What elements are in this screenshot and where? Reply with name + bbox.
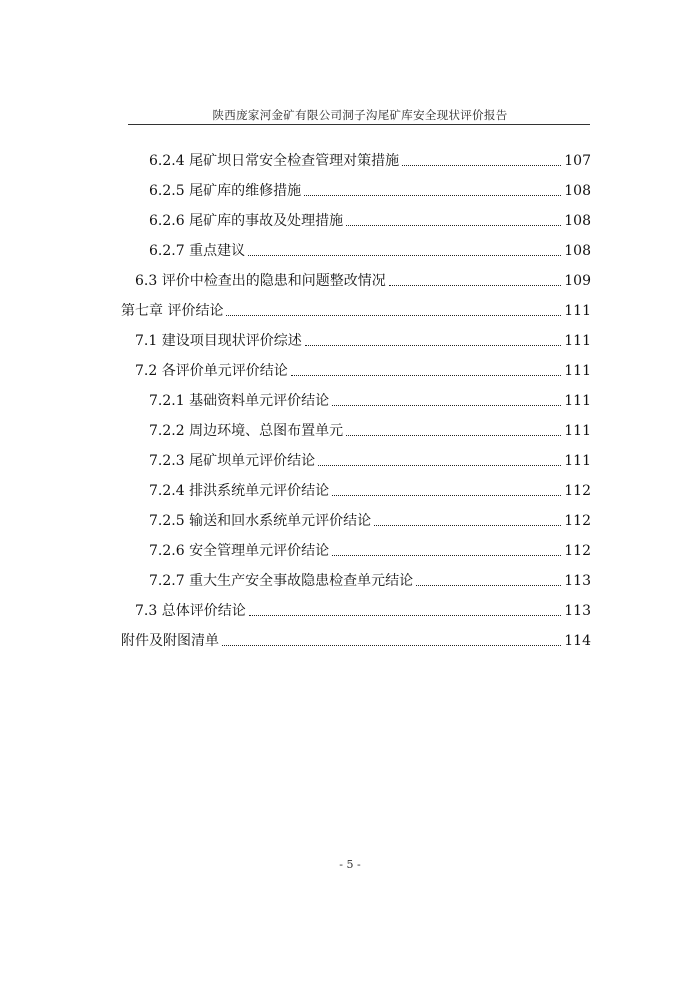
toc-entry[interactable] (149, 440, 591, 470)
toc-entry[interactable] (149, 530, 591, 560)
toc-entry-label: 6.2.7 重点建议 (149, 243, 246, 259)
toc-entry-label: 7.2.2 周边环境、总图布置单元 (149, 423, 344, 439)
toc-leader-dots (346, 225, 561, 226)
page-number: - 5 - (339, 858, 361, 871)
toc-entry-page: 109 (564, 273, 591, 289)
toc-entry-label: 7.3 总体评价结论 (135, 603, 246, 619)
toc-entry-page: 111 (564, 333, 591, 349)
toc-entry[interactable] (121, 620, 591, 650)
toc-entry-page: 111 (564, 393, 591, 409)
toc-entry-page: 113 (564, 573, 591, 589)
toc-entry[interactable] (149, 500, 591, 530)
toc-leader-dots (318, 465, 561, 466)
toc-leader-dots (305, 345, 562, 346)
toc-leader-dots (332, 405, 561, 406)
toc-leader-dots (332, 555, 561, 556)
toc-entry-page: 112 (564, 513, 591, 529)
toc-leader-dots (248, 255, 561, 256)
toc-leader-dots (402, 165, 561, 166)
toc-entry-page: 111 (564, 423, 591, 439)
toc-entry[interactable] (135, 350, 591, 380)
toc-entry-page: 108 (564, 213, 591, 229)
toc-entry-label: 7.2.3 尾矿坝单元评价结论 (149, 453, 316, 469)
header-rule (128, 124, 590, 125)
toc-entry[interactable] (135, 590, 591, 620)
toc-entry[interactable] (149, 170, 591, 200)
toc-entry[interactable] (135, 320, 591, 350)
toc-entry-label: 附件及附图清单 (121, 633, 219, 649)
toc-leader-dots (332, 495, 561, 496)
toc-entry-label: 6.2.6 尾矿库的事故及处理措施 (149, 213, 344, 229)
toc-entry-label: 6.2.4 尾矿坝日常安全检查管理对策措施 (149, 153, 400, 169)
toc-leader-dots (389, 285, 562, 286)
toc-entry[interactable] (149, 410, 591, 440)
toc-entry-page: 107 (564, 153, 591, 169)
toc-entry-page: 112 (564, 543, 591, 559)
toc-entry[interactable] (149, 140, 591, 170)
toc-entry[interactable] (135, 260, 591, 290)
toc-entry[interactable] (121, 290, 591, 320)
toc-entry[interactable] (149, 380, 591, 410)
toc-entry-page: 113 (564, 603, 591, 619)
toc-entry-label: 7.2.5 输送和回水系统单元评价结论 (149, 513, 372, 529)
toc-entry-label: 6.3 评价中检查出的隐患和问题整改情况 (135, 273, 386, 289)
toc-entry-page: 111 (564, 363, 591, 379)
toc-leader-dots (304, 195, 561, 196)
toc-leader-dots (222, 645, 561, 646)
toc-entry-label: 7.2.7 重大生产安全事故隐患检查单元结论 (149, 573, 414, 589)
toc-entry-label: 7.2 各评价单元评价结论 (135, 363, 288, 379)
toc-entry-page: 111 (564, 303, 591, 319)
toc-entry[interactable] (149, 230, 591, 260)
toc-entry-page: 108 (564, 243, 591, 259)
toc-leader-dots (226, 315, 561, 316)
toc-entry-page: 111 (564, 453, 591, 469)
toc-entry-label: 第七章 评价结论 (121, 303, 224, 319)
running-header: 陕西庞家河金矿有限公司洞子沟尾矿库安全现状评价报告 (212, 108, 508, 122)
toc-entry-page: 112 (564, 483, 591, 499)
toc-leader-dots (291, 375, 562, 376)
toc-entry-page: 114 (564, 633, 591, 649)
toc-entry-label: 7.2.4 排洪系统单元评价结论 (149, 483, 330, 499)
toc-entry[interactable] (149, 200, 591, 230)
toc-entry-page: 108 (564, 183, 591, 199)
toc-leader-dots (346, 435, 561, 436)
toc-entry-label: 7.2.6 安全管理单元评价结论 (149, 543, 330, 559)
toc-entry-label: 7.1 建设项目现状评价综述 (135, 333, 302, 349)
toc-entry[interactable] (149, 470, 591, 500)
toc-leader-dots (374, 525, 561, 526)
toc-entry-label: 6.2.5 尾矿库的维修措施 (149, 183, 302, 199)
toc-leader-dots (249, 615, 562, 616)
toc-entry-label: 7.2.1 基础资料单元评价结论 (149, 393, 330, 409)
toc-entry[interactable] (149, 560, 591, 590)
toc-leader-dots (416, 585, 561, 586)
